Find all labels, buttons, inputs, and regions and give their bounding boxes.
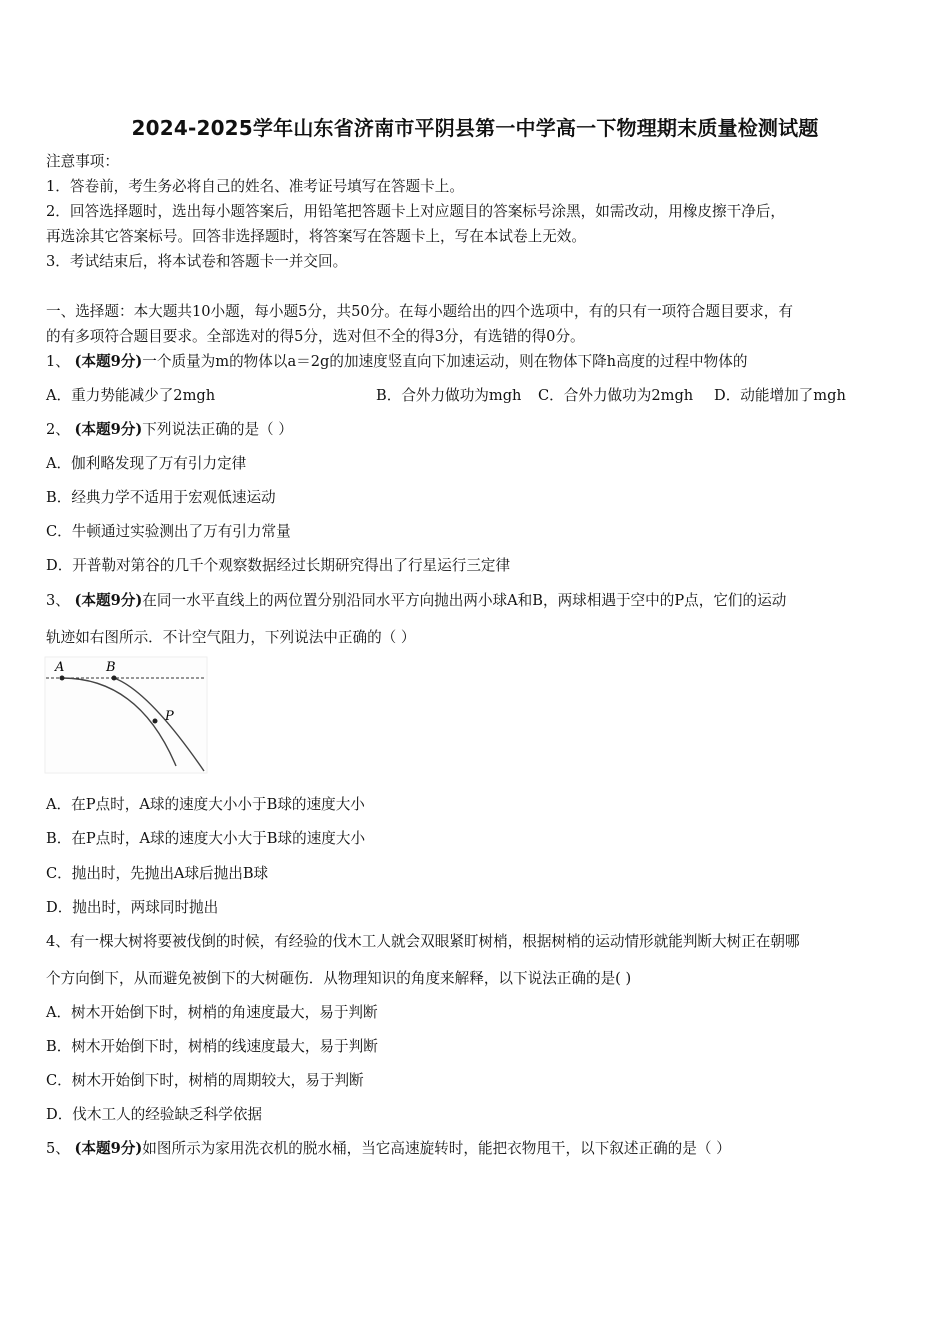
- label-p: P: [165, 709, 174, 724]
- option-d: D．抛出时，两球同时抛出: [46, 899, 219, 916]
- notice-item: 3．考试结束后，将本试卷和答题卡一并交回。: [46, 253, 348, 270]
- question-2: [46, 420, 293, 440]
- question-5: [46, 1139, 731, 1159]
- question-3: [46, 591, 786, 611]
- notice-item: 再选涂其它答案标号。回答非选择题时，将答案写在答题卡上，写在本试卷上无效。: [46, 228, 586, 245]
- question-4: 4、有一棵大树将要被伐倒的时候，有经验的伐木工人就会双眼紧盯树梢，根据树梢的运动情形就能判断大树正在朝哪: [46, 933, 800, 950]
- page-title: 2024-2025学年山东省济南市平阴县第一中学高一下物理期末质量检测试题: [131, 116, 819, 140]
- question-number: 3、: [46, 592, 70, 609]
- option-a: A．伽利略发现了万有引力定律: [46, 455, 247, 472]
- option-d: D．伐木工人的经验缺乏科学依据: [46, 1106, 263, 1123]
- option-c: C．抛出时，先抛出A球后抛出B球: [46, 865, 269, 882]
- option-b: B．在P点时，A球的速度大小大于B球的速度大小: [46, 830, 366, 847]
- notice-item: 2．回答选择题时，选出每小题答案后，用铅笔把答题卡上对应题目的答案标号涂黑，如需改动，用橡皮擦干净后，: [46, 203, 785, 220]
- ball-b-point: [112, 676, 117, 681]
- option-a: A．重力势能减少了2mgh: [46, 387, 216, 404]
- section-instructions: 的有多项符合题目要求。全部选对的得5分，选对但不全的得3分，有选错的得0分。: [46, 328, 585, 345]
- label-a: A: [55, 660, 65, 675]
- question-4-text-cont: 个方向倒下，从而避免被倒下的大树砸伤．从物理知识的角度来解释，以下说法正确的是( ): [46, 970, 632, 987]
- question-text: 下列说法正确的是（ ）: [142, 421, 293, 438]
- option-c: C．牛顿通过实验测出了万有引力常量: [46, 523, 291, 540]
- question-text: 一个质量为m的物体以a＝2g的加速度竖直向下加速运动，则在物体下降h高度的过程中物体的: [142, 353, 748, 370]
- question-text: 在同一水平直线上的两位置分别沿同水平方向抛出两小球A和B，两球相遇于空中的P点，它们的运动: [142, 592, 787, 609]
- question-number: 2、: [46, 421, 70, 438]
- option-b: B．树木开始倒下时，树梢的线速度最大，易于判断: [46, 1038, 378, 1055]
- option-b: B．合外力做功为mgh: [376, 387, 522, 404]
- label-b: B: [106, 660, 116, 675]
- question-tag: (本题9分): [74, 1140, 143, 1157]
- projectile-trajectory-figure: [44, 656, 208, 774]
- option-a: A．树木开始倒下时，树梢的角速度最大，易于判断: [46, 1004, 378, 1021]
- question-tag: (本题9分): [74, 421, 143, 438]
- notice-heading: 注意事项：: [46, 153, 119, 170]
- question-text: 如图所示为家用洗衣机的脱水桶，当它高速旋转时，能把衣物甩干，以下叙述正确的是（ ）: [142, 1140, 731, 1157]
- question-tag: (本题9分): [74, 592, 143, 609]
- option-a: A．在P点时，A球的速度大小小于B球的速度大小: [46, 796, 365, 813]
- question-3-text-cont: 轨迹如右图所示．不计空气阻力，下列说法中正确的（ ）: [46, 629, 416, 646]
- ball-a-point: [60, 676, 65, 681]
- question-1: [46, 352, 747, 372]
- meeting-point-p: [153, 719, 158, 724]
- notice-item: 1．答卷前，考生务必将自己的姓名、准考证号填写在答题卡上。: [46, 178, 464, 195]
- question-tag: (本题9分): [74, 353, 143, 370]
- section-instructions: 一、选择题：本大题共10小题，每小题5分，共50分。在每小题给出的四个选项中，有的只有一项符合题目要求，有: [46, 303, 793, 320]
- question-number: 1、: [46, 353, 70, 370]
- option-b: B．经典力学不适用于宏观低速运动: [46, 489, 276, 506]
- option-d: D．开普勒对第谷的几千个观察数据经过长期研究得出了行星运行三定律: [46, 557, 511, 574]
- option-c: C．合外力做功为2mgh: [538, 387, 694, 404]
- option-c: C．树木开始倒下时，树梢的周期较大，易于判断: [46, 1072, 364, 1089]
- question-number: 5、: [46, 1140, 70, 1157]
- figure-frame: [45, 657, 207, 773]
- option-d: D．动能增加了mgh: [714, 387, 846, 404]
